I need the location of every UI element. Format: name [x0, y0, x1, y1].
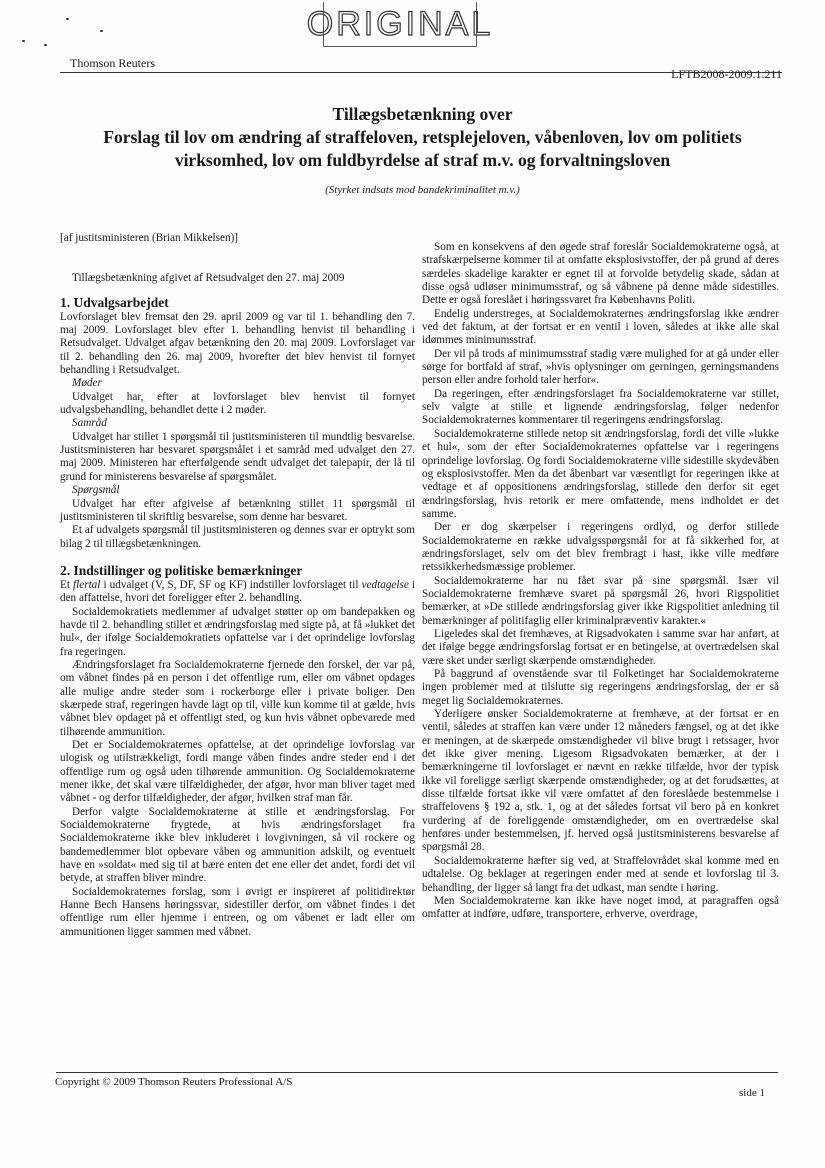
paragraph: Et af udvalgets spørgsmål til justitsministeren og dennes svar er optrykt som bilag 2 til tillægsbetænkningen. — [60, 524, 415, 550]
paragraph: Som en konsekvens af den øgede straf foreslår Socialdemokraterne også, at strafskærpelserne kommer til at omfatte eksplosivstoffer, der på grund af deres særdeles skadelige karakter er egnet til at forvolde betydelig skade, sådan at disse også udløser minimumsstraf, og så våbnene på denne måde sidestilles. Dette er også foreslået i høringssvaret fra Københavns Politi. — [422, 241, 779, 307]
scan-speck — [44, 44, 47, 46]
paragraph: Udvalget har efter afgivelse af betænkning stillet 11 spørgsmål til justitsministeren til skriftlig besvarelse, som denne har besvaret. — [60, 497, 415, 523]
paragraph: Socialdemokraterne har nu fået svar på sine spørgsmål. Især vil Socialdemokraterne fremhæve svaret på spørgsmål 26, hvori Rigspolitiet bemærker, at »De stillede ændringsforslag giver ikke Rigspolitiet anledning til bemærkninger af politifaglig eller kriminalpræventiv karakter.« — [422, 574, 779, 627]
subheading-samraad: Samråd — [72, 417, 107, 430]
copyright-notice: Copyright © 2009 Thomson Reuters Professional A/S — [55, 1076, 293, 1088]
subheading-moder: Møder — [72, 377, 102, 390]
recommendation-paragraph: Et flertal i udvalget (V, S, DF, SF og KF) indstiller lovforslaget til vedtagelse i den affattelse, hvori det foreligger efter 2. behandling. — [60, 578, 416, 605]
author-line: [af justitsministeren (Brian Mikkelsen)] — [60, 232, 239, 244]
paragraph: Socialdemokraterne hæfter sig ved, at Straffelovrådet skal komme med en udtalelse. Og beklager at regeringen ender med at sende et lovforslag til 3. behandling, der ligger så langt fra det udkast, man sendte i høring. — [422, 854, 779, 894]
left-column — [60, 232, 415, 939]
paragraph: Men Socialdemokraterne kan ikke have noget imod, at paragraffen også omfatter at indføre, udføre, transportere, erhverve, overdrage, — [422, 894, 779, 921]
title-line-2: Forslag til lov om ændring af straffeloven, retsplejeloven, våbenloven, lov om politiets — [103, 127, 742, 147]
paragraph: Da regeringen, efter ændringsforslaget fra Socialdemokraterne var stillet, selv valgte at stille et lignende ændringsforslag, følger nedenfor Socialdemokraternes kommentarer til regeringens ændringsforslag. — [422, 387, 779, 427]
paragraph: Socialdemokratiets medlemmer af udvalget støtter op om bandepakken og havde til 2. behandling stillet et ændringsforslag med sigte på, at få »lukket det hul«, der ifølge Socialdemokratiets opfattelse var i det oprindelige lovforslag fra regeringen. — [60, 605, 415, 658]
paragraph: Endelig understreges, at Socialdemokraternes ændringsforslag ikke ændrer ved det faktum, at der fortsat er en ventil i loven, således at ikke alle skal idømmes minimumsstraf. — [422, 307, 779, 347]
paragraph: Yderligere ønsker Socialdemokraterne at fremhæve, at der fortsat er en ventil, således at straffen kan være under 12 måneders fængsel, og at det ikke er meningen, at de skærpede omstændigheder vil blive brugt i retssager, hvor det ikke giver mening. Ligesom Rigsadvokaten bemærker, at der i bemærkningerne til lovforslaget er nævnt en række tilfælde, hvor der typisk ikke vil foreligge særligt skærpende omstændigheder, og at det forudsættes, at disse tilfælde fortsat ikke vil være omfattet af den foreslåede bestemmelse i straffelovens § 192 a, stk. 1, og at det således fortsat vil bero på en konkret vurdering af de foreliggende omstændigheder, om en overtrædelse skal henføres under bestemmelsen, jf. herved også justitsministerens besvarelse af spørgsmål 28. — [422, 708, 779, 854]
paragraph: På baggrund af ovenstående svar til Folketinget har Socialdemokraterne ingen problemer med at tilslutte sig regeringens ændringsforslag, der er så meget lig Socialdemokraternes. — [422, 668, 779, 707]
paragraph: Ændringsforslaget fra Socialdemokraterne fjernede den forskel, der var på, om våbnet findes på en person i det offentlige rum, eller om våbnet opdages alle mulige andre steder som i rockerborge eller i private boliger. Den skærpede straf, regeringen havde lagt op til, ville kun komme til at gælde, hvis våbnet blev opdaget på et offentligt sted, og kun hvis våbnet opbevarede med tilhørende ammunition. — [60, 658, 415, 738]
scan-speck — [22, 40, 25, 42]
paragraph: Der er dog skærpelser i regeringens ordlyd, og derfor stillede Socialdemokraterne en række udvalgsspørgsmål for at få sikkerhed for, at ændringsforslaget, selv om det blev frembragt i hast, ikke ville medføre retssikkerhedsmæssige problemer. — [422, 521, 779, 574]
paragraph: Socialdemokraternes forslag, som i øvrigt er inspireret af politidirektør Hanne Bech Hansens høringssvar, sidestiller derfor, om våbnet findes i det offentlige rum eller hjemme i entreen, og om våbenet er ladt eller om ammunitionen ligger sammen med våbnet. — [60, 885, 415, 938]
original-stamp: ORIGINAL — [323, 2, 477, 47]
right-column — [422, 241, 779, 922]
paragraph: Der vil på trods af minimumsstraf stadig være mulighed for at gå under eller sørge for bortfald af straf, »hvis oplysninger om gerningen, gerningsmandens person eller andre forhold taler herfor«. — [422, 347, 779, 387]
header-divider — [60, 72, 782, 73]
subheading-sporgsmaal: Spørgsmål — [72, 484, 120, 497]
section-1-heading: 1. Udvalgsarbejdet — [60, 294, 169, 310]
subtitle: (Styrket indsats mod bandekriminalitet m.v.) — [325, 184, 520, 196]
paragraph: Det er Socialdemokraternes opfattelse, at det oprindelige lovforslag var ulogisk og utilstrækkeligt, fordi mange våben findes andre steder end i det offentlige rum og også uden tilhørende ammunition. Og Socialdemokraterne mener ikke, det skal være tilfældigheder, der afgør, hvor man bliver taget med våbnet - og derfor tilfældigheder, der afgør, hvilken straf man får. — [60, 739, 415, 805]
title-line-3: virksomhed, lov om fuldbyrdelse af straf m.v. og forvaltningsloven — [174, 150, 671, 170]
footer-divider — [56, 1072, 778, 1073]
paragraph: Ligeledes skal det fremhæves, at Rigsadvokaten i samme svar har anført, at det ifølge begge ændringsforslag fortsat er en betingelse, at overtrædelsen skal være sket under særligt skærpende omstændigheder. — [422, 627, 779, 667]
title-block — [50, 103, 795, 196]
paragraph: Lovforslaget blev fremsat den 29. april 2009 og var til 1. behandling den 7. maj 2009. Lovforslaget blev efter 1. behandling henvist til behandling i Retsudvalget. Udvalget afgav betænkning den 20. maj 2009. Lovforslaget var til 2. behandling den 26. maj 2009, hvorefter det blev henvist til fornyet behandling i Retsudvalget. — [60, 310, 415, 377]
scan-speck — [100, 30, 103, 32]
scan-speck — [66, 18, 69, 20]
title-line-1: Tillægsbetænkning over — [332, 104, 513, 124]
issued-line: Tillægsbetænkning afgivet af Retsudvalget den 27. maj 2009 — [72, 272, 345, 285]
paragraph: Udvalget har stillet 1 spørgsmål til justitsministeren til mundtlig besvarelse. Justitsministeren har besvaret spørgsmålet i et samråd med udvalget den 27. maj 2009. Ministeren har efterfølgende sendt udvalget det talepapir, der lå til grund for ministerens besvarelse af spørgsmålet. — [60, 430, 415, 483]
publisher-name: Thomson Reuters — [70, 56, 155, 70]
paragraph: Udvalget har, efter at lovforslaget blev henvist til fornyet udvalgsbehandling, behandlet dette i 2 møder. — [60, 390, 415, 417]
paragraph: Socialdemokraterne stillede netop sit ændringsforslag, fordi det ville »lukke et hul«, som der efter Socialdemokraternes opfattelse var i regeringens oprindelige lovforslag. Og fordi Socialdemokraterne ville sidestille skydevåben og eksplosivstoffer. Men da det åbenbart var væsentligt for regeringen ikke at vedtage et af oppositionens ændringsforslag, stillede den derfor sit eget ændringsforslag, hvis retorik er mere omfattende, mens indholdet er det samme. — [422, 427, 779, 520]
paragraph: Derfor valgte Socialdemokraterne at stille et ændringsforslag. For Socialdemokraterne frygtede, at hvis ændringsforslaget fra Socialdemokraterne ikke blev inkluderet i lovgivningen, så vil rockere og bandemedlemmer blot opbevare våben og ammunition adskilt, og eventuelt have en »soldat« med sig til at bære enten det ene eller det andet, fordi det vil betyde, at straffen bliver mindre. — [60, 805, 415, 885]
page-number: side 1 — [739, 1087, 765, 1099]
document-id: LFTB2008-2009.1.211 — [671, 67, 782, 81]
section-2-heading: 2. Indstillinger og politiske bemærkninger — [60, 562, 303, 578]
